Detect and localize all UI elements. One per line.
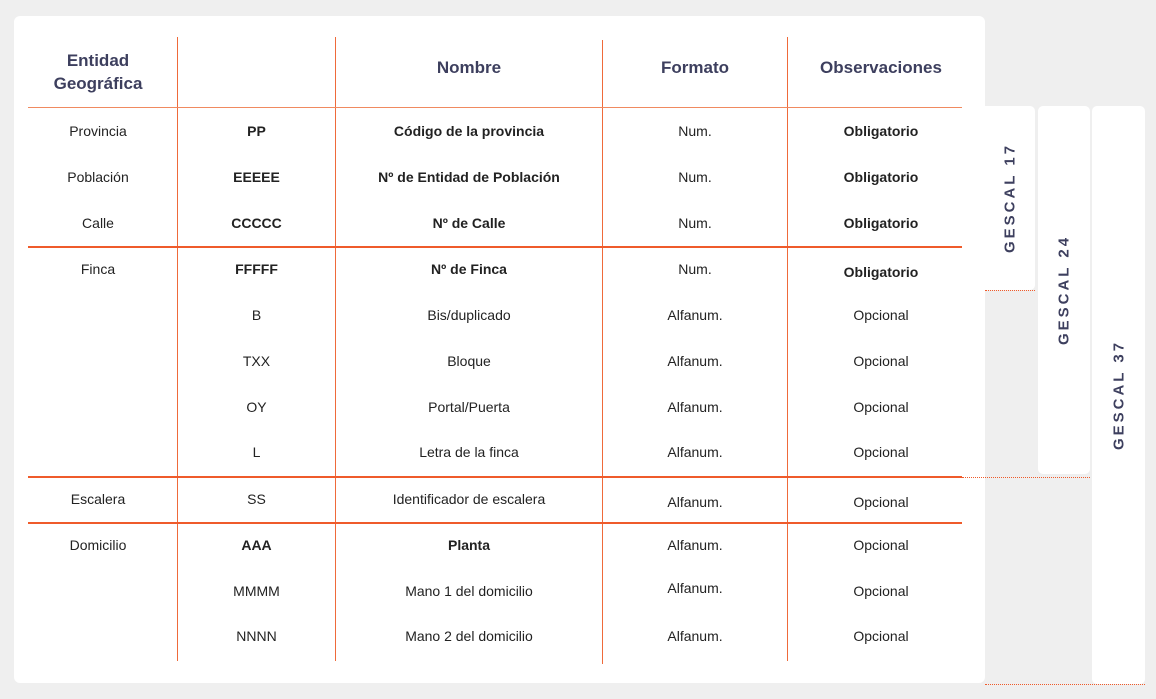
cell-nombre: Nº de Calle (432, 215, 506, 231)
cell-nombre: Bis/duplicado (427, 307, 511, 323)
cell-observaciones: Opcional (853, 353, 909, 369)
header-observaciones: Observaciones (820, 58, 942, 77)
cell-code: B (251, 307, 262, 323)
cell-nombre: Nº de Finca (431, 261, 507, 277)
cell-code: NNNN (236, 628, 277, 644)
cell-observaciones: Obligatorio (843, 123, 919, 139)
cell-entidad: Escalera (70, 491, 126, 507)
cell-formato: Num. (678, 169, 712, 185)
cell-nombre: Planta (447, 537, 490, 553)
group-divider (28, 476, 962, 478)
cell-formato: Alfanum. (667, 494, 723, 510)
group-divider (28, 246, 962, 248)
cell-code: AAA (241, 537, 272, 553)
cell-entidad: Población (67, 169, 129, 185)
cell-formato: Num. (678, 123, 712, 139)
cell-formato: Num. (678, 215, 712, 231)
cell-code: CCCCC (231, 215, 282, 231)
cell-observaciones: Opcional (853, 537, 909, 553)
cell-formato: Alfanum. (667, 537, 723, 553)
cell-observaciones: Obligatorio (843, 264, 919, 280)
cell-entidad: Domicilio (69, 537, 127, 553)
cell-formato: Alfanum. (667, 580, 723, 596)
cell-code: EEEEE (233, 169, 280, 185)
cell-code: TXX (242, 353, 271, 369)
group-divider (28, 522, 962, 524)
cell-nombre: Portal/Puerta (428, 399, 510, 415)
cell-entidad: Finca (80, 261, 116, 277)
gescal-37-label: GESCAL 37 (1110, 339, 1127, 451)
gescal-17-end-line (985, 290, 1035, 291)
cell-code: MMMM (233, 583, 280, 599)
cell-formato: Alfanum. (667, 353, 723, 369)
gescal-37-end-line (985, 684, 1145, 685)
cell-observaciones: Opcional (853, 307, 909, 323)
header-divider (28, 107, 962, 108)
cell-entidad: Provincia (69, 123, 127, 139)
cell-formato: Alfanum. (667, 628, 723, 644)
header-nombre: Nombre (436, 58, 502, 77)
cell-code: OY (246, 399, 267, 415)
cell-observaciones: Opcional (853, 494, 909, 510)
cell-formato: Num. (678, 261, 712, 277)
cell-nombre: Código de la provincia (393, 123, 545, 139)
header-entidad (28, 49, 168, 95)
cell-code: L (252, 444, 261, 460)
cell-code: SS (247, 491, 266, 507)
cell-observaciones: Obligatorio (843, 169, 919, 185)
cell-nombre: Mano 2 del domicilio (405, 628, 533, 644)
cell-observaciones: Opcional (853, 628, 909, 644)
gescal-24-label: GESCAL 24 (1055, 234, 1073, 346)
cell-formato: Alfanum. (667, 444, 723, 460)
cell-code: PP (247, 123, 266, 139)
gescal-17-bracket (985, 106, 1035, 290)
cell-observaciones: Obligatorio (843, 215, 919, 231)
gescal-24-end-line (962, 477, 1090, 478)
cell-nombre: Bloque (447, 353, 491, 369)
cell-observaciones: Opcional (853, 444, 909, 460)
header-entidad-line2: Geográfica (53, 74, 143, 93)
gescal-17-label: GESCAL 17 (1001, 142, 1019, 254)
gescal-37-bracket (1092, 106, 1145, 684)
gescal-24-bracket (1038, 106, 1090, 474)
cell-code: FFFFF (235, 261, 278, 277)
cell-observaciones: Opcional (853, 583, 909, 599)
cell-nombre: Mano 1 del domicilio (405, 583, 533, 599)
cell-formato: Alfanum. (667, 399, 723, 415)
cell-formato: Alfanum. (667, 307, 723, 323)
header-formato: Formato (661, 58, 729, 77)
cell-nombre: Letra de la finca (419, 444, 519, 460)
cell-nombre: Nº de Entidad de Población (378, 169, 560, 185)
cell-nombre: Identificador de escalera (392, 491, 546, 507)
cell-observaciones: Opcional (853, 399, 909, 415)
cell-entidad: Calle (82, 215, 114, 231)
header-entidad-line1: Entidad (66, 51, 130, 70)
